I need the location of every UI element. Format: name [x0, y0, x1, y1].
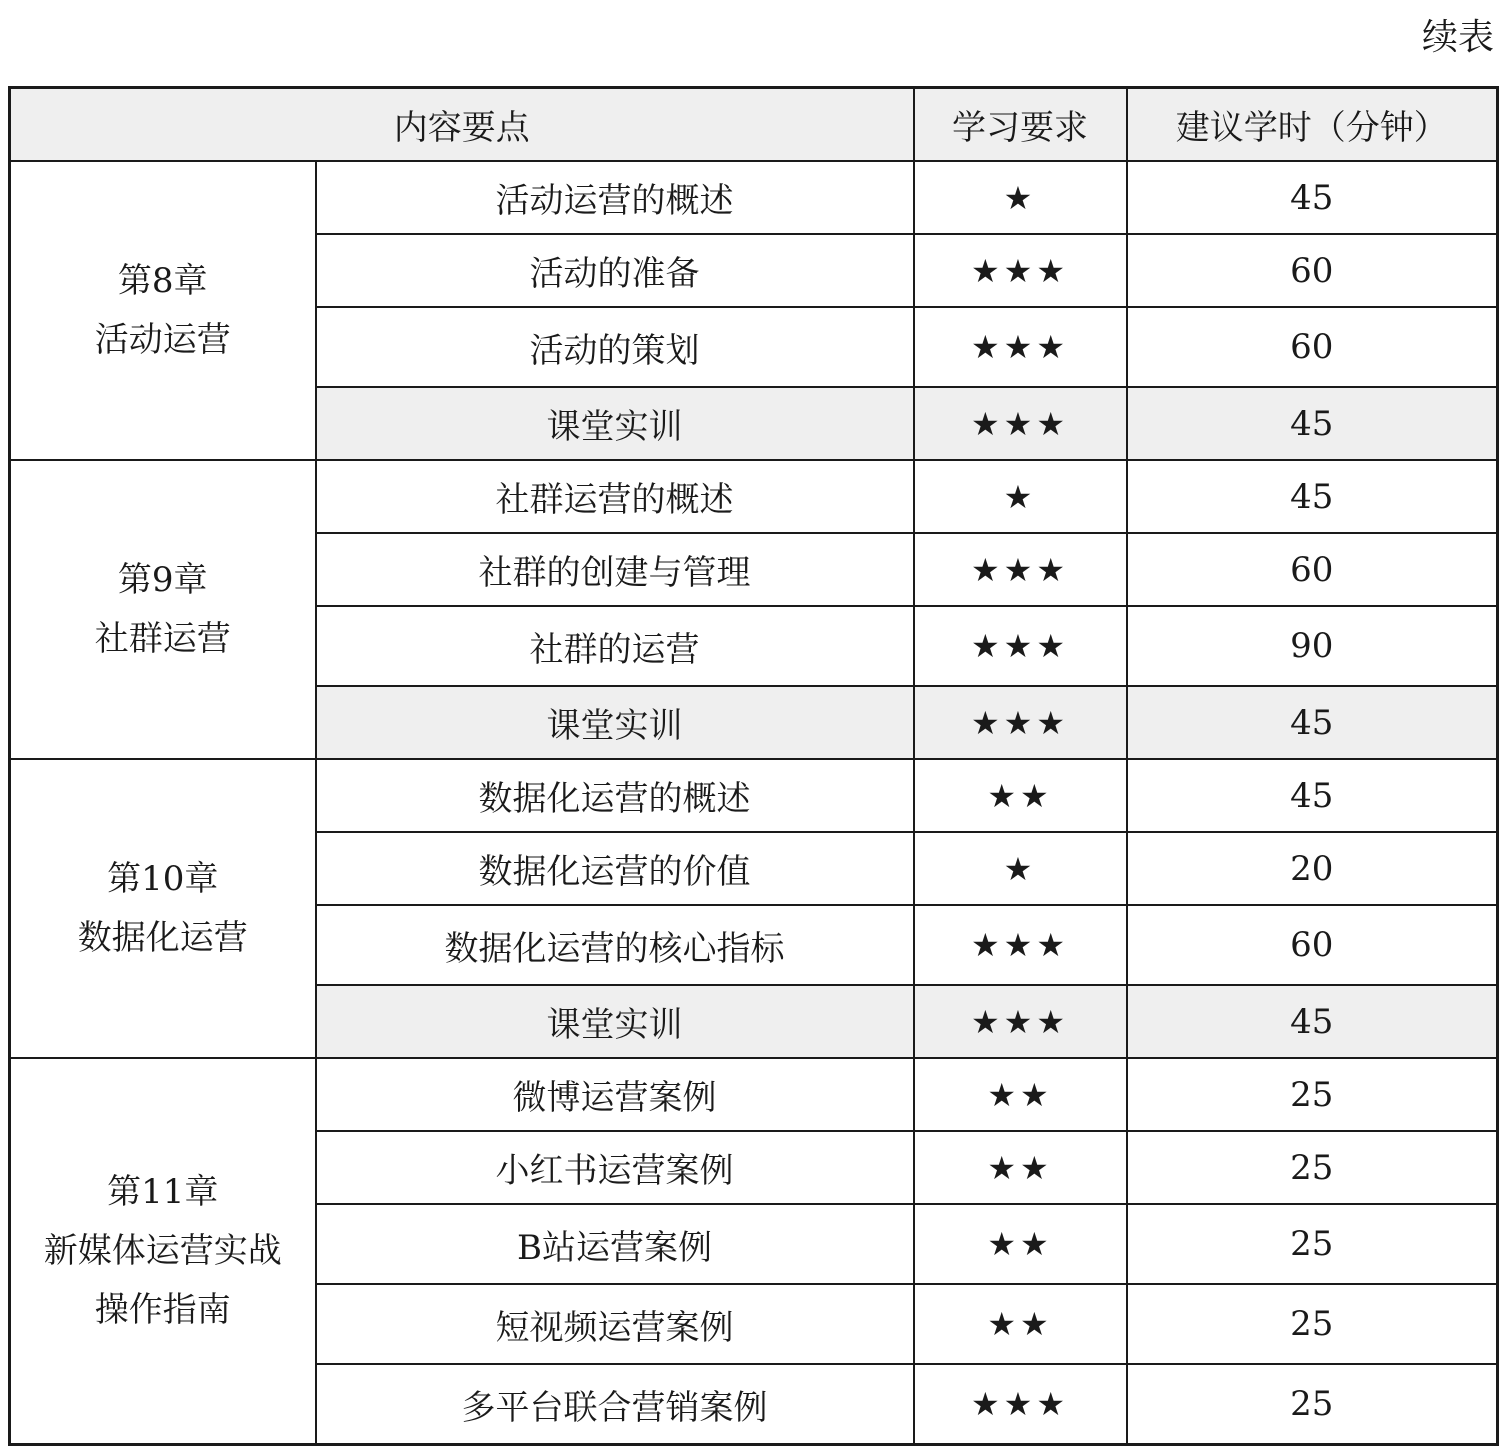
chapter-title-line: 第11章: [107, 1171, 219, 1212]
topic-cell: 课堂实训: [316, 686, 914, 759]
minutes-cell: 45: [1127, 759, 1498, 832]
requirement-stars: ★★: [914, 1058, 1127, 1131]
requirement-stars: ★★★: [914, 234, 1127, 307]
requirement-stars: ★★★: [914, 985, 1127, 1058]
minutes-cell: 45: [1127, 161, 1498, 234]
minutes-cell: 90: [1127, 606, 1498, 686]
requirement-stars: ★★★: [914, 1364, 1127, 1445]
requirement-stars: ★★: [914, 759, 1127, 832]
topic-cell: 数据化运营的概述: [316, 759, 914, 832]
requirement-stars: ★★★: [914, 686, 1127, 759]
requirement-stars: ★★: [914, 1284, 1127, 1364]
topic-cell: 社群运营的概述: [316, 460, 914, 533]
chapter-title-line: 第10章: [107, 858, 219, 899]
requirement-stars: ★: [914, 832, 1127, 905]
topic-cell: 短视频运营案例: [316, 1284, 914, 1364]
chapter-cell: [10, 460, 316, 759]
minutes-cell: 45: [1127, 387, 1498, 460]
minutes-cell: 20: [1127, 832, 1498, 905]
minutes-cell: 45: [1127, 460, 1498, 533]
minutes-cell: 45: [1127, 686, 1498, 759]
header-row: [10, 88, 1498, 162]
topic-cell: 数据化运营的价值: [316, 832, 914, 905]
requirement-stars: ★★: [914, 1204, 1127, 1284]
chapter-cell: [10, 1058, 316, 1445]
chapter-title-line: 第9章: [117, 559, 208, 600]
chapter-title-line: 活动运营: [94, 319, 231, 360]
minutes-cell: 60: [1127, 307, 1498, 387]
header-hours: 建议学时（分钟）: [1127, 88, 1498, 162]
requirement-stars: ★: [914, 460, 1127, 533]
requirement-stars: ★★★: [914, 387, 1127, 460]
minutes-cell: 25: [1127, 1364, 1498, 1445]
continued-caption: 续表: [1421, 17, 1494, 58]
chapter-title-line: 第8章: [117, 260, 208, 301]
requirement-stars: ★★★: [914, 307, 1127, 387]
table-row: [10, 759, 1498, 832]
topic-cell: 多平台联合营销案例: [316, 1364, 914, 1445]
minutes-cell: 60: [1127, 234, 1498, 307]
topic-cell: 社群的创建与管理: [316, 533, 914, 606]
table-row: [10, 1058, 1498, 1131]
minutes-cell: 25: [1127, 1131, 1498, 1204]
minutes-cell: 25: [1127, 1058, 1498, 1131]
header-requirement: 学习要求: [914, 88, 1127, 162]
topic-cell: 数据化运营的核心指标: [316, 905, 914, 985]
topic-cell: 微博运营案例: [316, 1058, 914, 1131]
minutes-cell: 45: [1127, 985, 1498, 1058]
topic-cell: B站运营案例: [316, 1204, 914, 1284]
requirement-stars: ★★★: [914, 606, 1127, 686]
requirement-stars: ★★: [914, 1131, 1127, 1204]
chapter-cell: [10, 161, 316, 460]
topic-cell: 小红书运营案例: [316, 1131, 914, 1204]
minutes-cell: 60: [1127, 533, 1498, 606]
topic-cell: 活动的策划: [316, 307, 914, 387]
chapter-title-line: 社群运营: [94, 618, 231, 659]
chapter-title-line: 数据化运营: [77, 917, 248, 958]
requirement-stars: ★★★: [914, 533, 1127, 606]
minutes-cell: 25: [1127, 1204, 1498, 1284]
minutes-cell: 60: [1127, 905, 1498, 985]
topic-cell: 活动运营的概述: [316, 161, 914, 234]
requirement-stars: ★★★: [914, 905, 1127, 985]
topic-cell: 课堂实训: [316, 985, 914, 1058]
table-row: [10, 161, 1498, 234]
chapter-title-line: 操作指南: [94, 1289, 231, 1330]
header-content: 内容要点: [10, 88, 914, 162]
syllabus-table: [8, 86, 1499, 1446]
requirement-stars: ★: [914, 161, 1127, 234]
chapter-cell: [10, 759, 316, 1058]
minutes-cell: 25: [1127, 1284, 1498, 1364]
chapter-title-line: 新媒体运营实战: [43, 1230, 282, 1271]
topic-cell: 课堂实训: [316, 387, 914, 460]
topic-cell: 社群的运营: [316, 606, 914, 686]
topic-cell: 活动的准备: [316, 234, 914, 307]
table-row: [10, 460, 1498, 533]
